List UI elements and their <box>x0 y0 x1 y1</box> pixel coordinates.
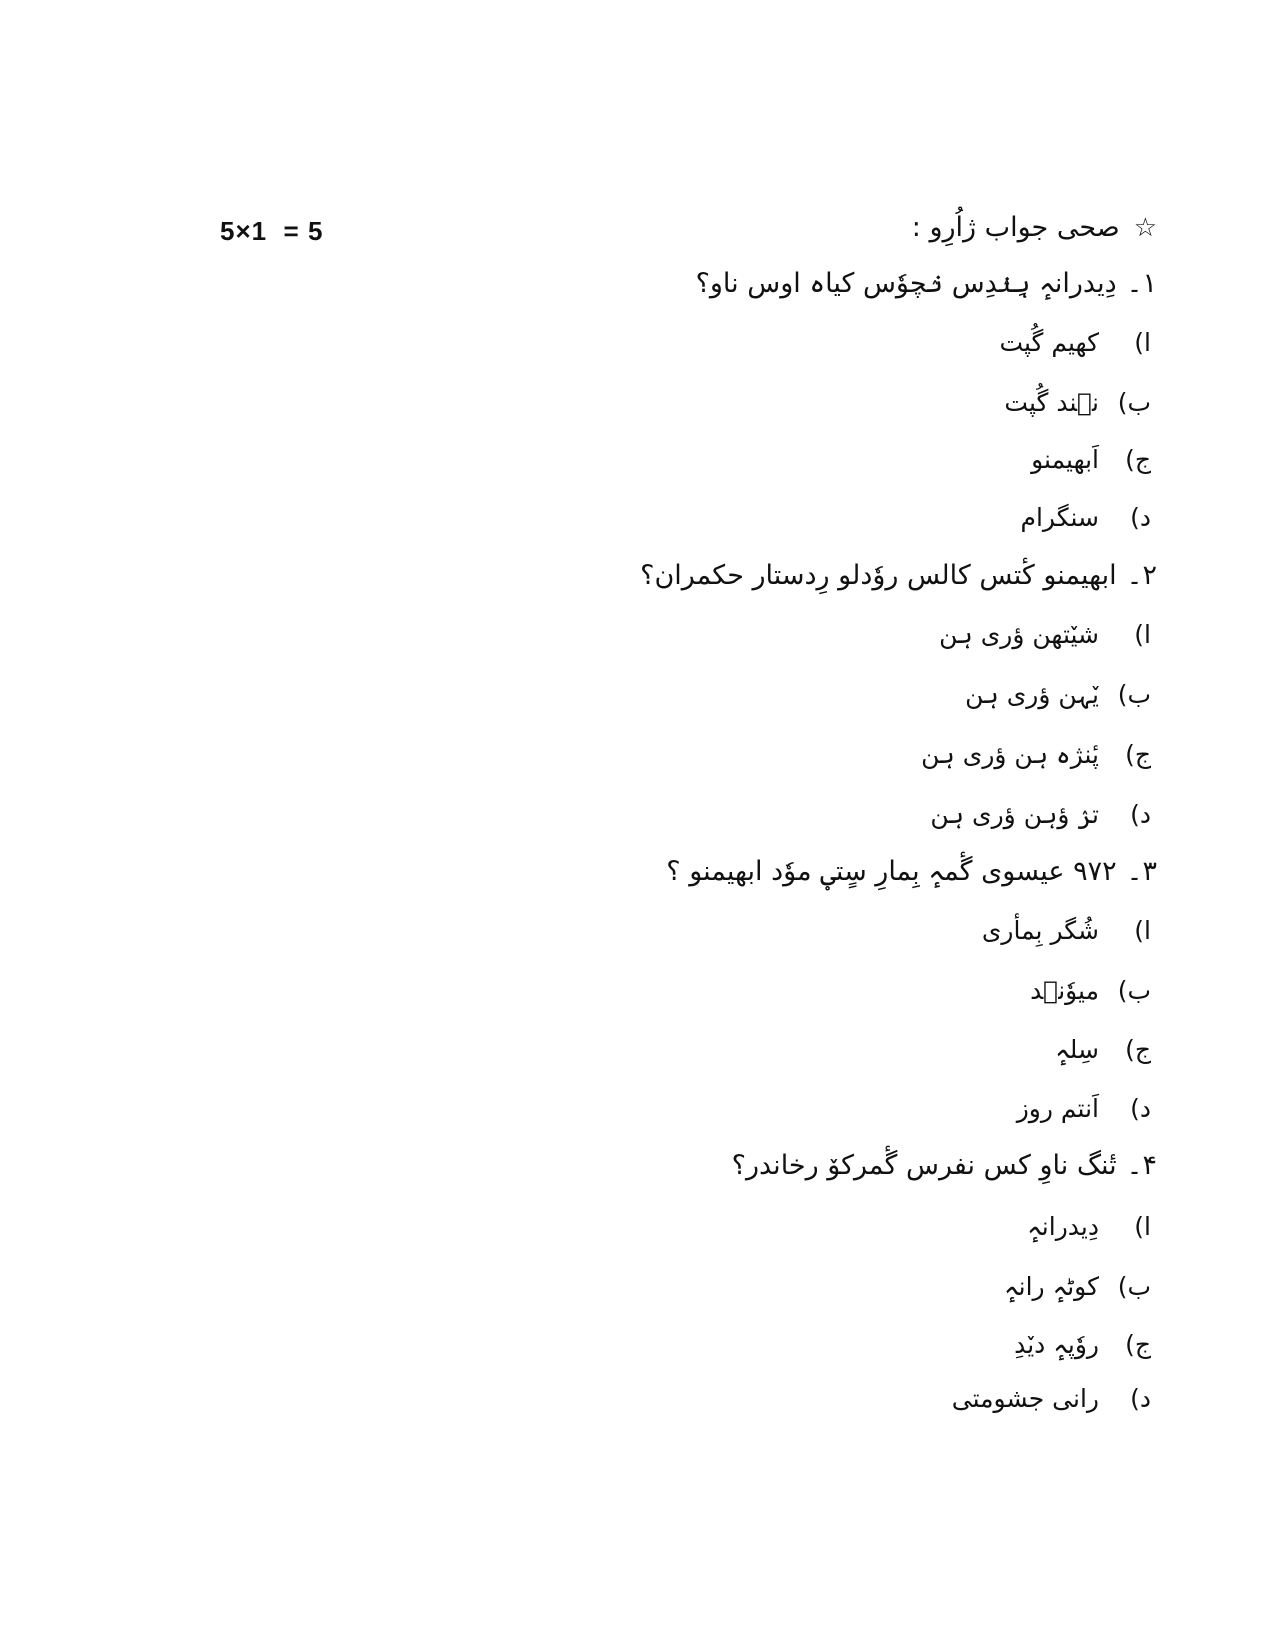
question-3 <box>666 856 1157 887</box>
option-text: کوٹہٕ رانہٕ <box>1004 1272 1099 1301</box>
option-text: دِیدرانہٕ <box>1027 1212 1099 1241</box>
question-3-option-c <box>1055 1035 1151 1064</box>
marks-allocation: 5×1 = 5 <box>220 216 324 246</box>
question-number: ۴۔ <box>1126 1150 1157 1181</box>
option-text: اَبھیمنو <box>1031 445 1099 474</box>
option-text: اَنتم روز <box>1016 1094 1099 1123</box>
option-text: ترٛ ؤہن ؤری ہن <box>930 800 1099 829</box>
question-2-option-b <box>965 680 1151 709</box>
option-text: رانی جشومتی <box>951 1384 1099 1413</box>
question-1-option-a <box>999 328 1151 357</box>
option-key: ب) <box>1117 388 1151 417</box>
option-key: د) <box>1130 1094 1151 1123</box>
question-4-option-b <box>1004 1272 1151 1301</box>
option-key: ب) <box>1117 1272 1151 1301</box>
question-text: ابھیمنو کٔتس کالس روٗدلو رِدستار حکمران؟ <box>640 560 1117 591</box>
question-3-option-a <box>982 916 1151 945</box>
option-key: ج) <box>1125 1330 1151 1359</box>
option-key: ب) <box>1117 976 1151 1005</box>
option-key: ج) <box>1125 740 1151 769</box>
question-number: ۱۔ <box>1126 268 1157 299</box>
option-text: نٛند گُپت <box>1004 388 1099 417</box>
option-key: د) <box>1130 1384 1151 1413</box>
question-2-option-d <box>930 800 1151 829</box>
option-key: ا) <box>1134 620 1151 649</box>
question-3-option-b <box>1030 976 1151 1005</box>
option-key: ا) <box>1134 328 1151 357</box>
question-2-option-c <box>921 740 1151 769</box>
question-1-option-c <box>1031 445 1151 474</box>
option-key: ج) <box>1125 1035 1151 1064</box>
option-key: د) <box>1130 800 1151 829</box>
option-text: سنگرام <box>1020 503 1099 532</box>
option-text: یٚہن ؤری ہن <box>965 680 1099 709</box>
question-text: دِیدرانہٕ ہِنٛدِس نٛچوٗس کیاہ اوس ناو؟ <box>695 268 1117 299</box>
question-1-option-b <box>1004 388 1151 417</box>
instruction-line <box>912 212 1157 243</box>
option-key: ب) <box>1117 680 1151 709</box>
question-2-option-a <box>939 620 1151 649</box>
question-number: ۳۔ <box>1126 856 1157 887</box>
option-key: ج) <box>1125 445 1151 474</box>
question-number: ۲۔ <box>1126 560 1157 591</box>
option-text: شُگر بِمأری <box>981 916 1099 945</box>
question-4-option-c <box>1014 1330 1151 1359</box>
instruction-text: صحی جواب ژاُرِو : <box>911 212 1120 243</box>
option-text: میوٗنٛد <box>1030 976 1099 1005</box>
option-key: د) <box>1130 503 1151 532</box>
option-text: پٔنژہ ہن ؤری ہن <box>921 740 1099 769</box>
option-text: کھیم گُپت <box>999 328 1099 357</box>
option-key: ا) <box>1134 1212 1151 1241</box>
star-icon: ☆ <box>1133 213 1157 243</box>
question-2 <box>640 560 1157 591</box>
option-text: شیٚتھن ؤری ہن <box>939 620 1099 649</box>
question-1-option-d <box>1020 503 1151 532</box>
option-text: سِلہٕ <box>1055 1035 1099 1064</box>
question-4 <box>732 1150 1157 1181</box>
option-text: روٗپہٕ دیٚدِ <box>1014 1330 1099 1359</box>
question-4-option-a <box>1027 1212 1151 1241</box>
question-1 <box>696 268 1157 299</box>
question-4-option-d <box>952 1384 1151 1413</box>
option-key: ا) <box>1134 916 1151 945</box>
question-text: تٔنگ ناوِ کس نفرس گٔمرکۆ رخاندر؟ <box>731 1150 1117 1181</box>
question-3-option-d <box>1017 1094 1151 1123</box>
question-text: ۹۷۲ عیسوی گٔمہٕ بِمارِ سٍتؠ موٗد ابھیمنو ؟ <box>666 856 1117 887</box>
